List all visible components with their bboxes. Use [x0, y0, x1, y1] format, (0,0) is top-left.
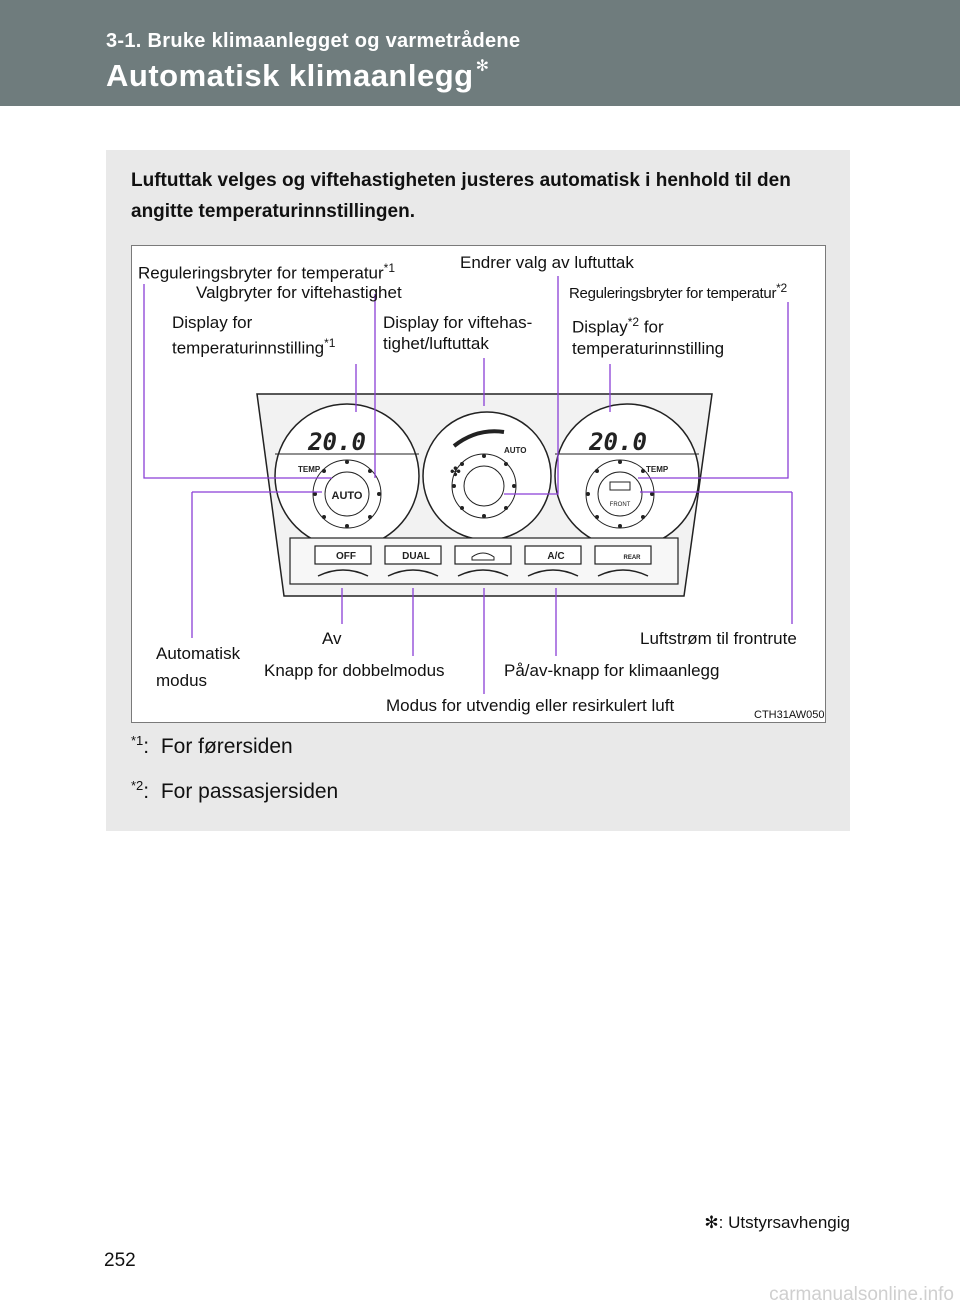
climate-panel-figure	[131, 245, 826, 723]
button-label-off: OFF	[336, 551, 356, 562]
front-label: FRONT	[609, 502, 631, 508]
auto-display-label: AUTO	[504, 446, 527, 455]
label-fan-speed-switch: Valgbryter for viftehastighet	[196, 283, 402, 302]
page-title-text: Automatisk klimaanlegg	[106, 58, 474, 93]
label-display-fan-line2: tighet/luftuttak	[383, 334, 489, 353]
note-driver-text: For førersiden	[160, 735, 293, 758]
label-defrost: Luftstrøm til frontrute	[640, 629, 797, 648]
label-display-fan-line1: Display for viftehas-	[383, 313, 533, 332]
label-display-passenger-line1-b: for	[643, 317, 664, 337]
label-display-driver-mark: *1	[324, 336, 336, 350]
note-passenger: $^{*2}$: For passasjersiden	[131, 778, 339, 803]
section-title: 3-1. Bruke klimaanlegget og varmetrådene	[106, 30, 521, 52]
label-temp-switch-passenger	[569, 278, 787, 304]
temp-label-driver: TEMP	[298, 465, 321, 474]
button-label-rear: REAR	[623, 555, 641, 561]
equipment-mark: ✻	[475, 58, 490, 75]
note-driver: $^{*1}$: For førersiden	[131, 733, 293, 758]
intro-text: Luftuttak velges og viftehastigheten justeres automatisk i henhold til den angitte temperaturinnstillingen.	[131, 170, 791, 222]
label-display-driver-line2: temperaturinnstilling	[172, 338, 325, 358]
note-passenger-mark: *2	[131, 778, 144, 793]
label-temp-switch-driver-text: Reguleringsbryter for temperatur	[138, 263, 384, 283]
page-header	[0, 0, 960, 106]
button-label-dual: DUAL	[402, 551, 430, 562]
label-outlet-select: Endrer valg av luftuttak	[460, 253, 634, 272]
note-passenger-text: For passasjersiden	[160, 780, 339, 803]
figure-code: CTH31AW050	[754, 709, 825, 721]
watermark: carmanualsonline.info	[769, 1284, 954, 1305]
label-display-passenger-line1-a: Display	[572, 317, 628, 337]
equipment-footnote: ✻: Utstyrsavhengig	[704, 1213, 850, 1232]
label-temp-switch-passenger-mark: *2	[776, 281, 787, 295]
label-display-driver-line2-row	[172, 333, 335, 359]
label-temp-switch-passenger-text: Reguleringsbryter for temperatur	[569, 285, 777, 302]
temp-readout-passenger: 20.0	[589, 428, 647, 456]
label-display-driver-line1: Display for	[172, 313, 253, 332]
page-title	[106, 58, 488, 94]
auto-knob-label: AUTO	[331, 490, 363, 502]
label-display-fan	[383, 312, 532, 354]
button-label-ac: A/C	[547, 551, 565, 562]
label-ac: På/av-knapp for klimaanlegg	[504, 661, 720, 680]
label-display-driver	[172, 312, 335, 359]
note-driver-mark: *1	[131, 733, 144, 748]
label-auto-mode	[156, 640, 240, 694]
fan-icon: ✤	[450, 464, 461, 479]
label-display-passenger-line1-row	[572, 312, 724, 338]
label-auto-mode-line1: Automatisk	[156, 644, 241, 663]
label-temp-switch-driver	[138, 258, 395, 284]
temp-readout-driver: 20.0	[308, 428, 366, 456]
label-display-passenger	[572, 312, 724, 359]
label-off: Av	[322, 629, 342, 648]
label-temp-switch-driver-mark: *1	[383, 261, 396, 275]
label-display-passenger-line2: temperaturinnstilling	[572, 338, 725, 358]
label-recirc: Modus for utvendig eller resirkulert luft	[386, 696, 675, 715]
label-display-passenger-mark: *2	[627, 315, 640, 329]
label-dual: Knapp for dobbelmodus	[264, 661, 445, 680]
label-auto-mode-line2: modus	[156, 671, 208, 690]
temp-label-passenger: TEMP	[646, 465, 669, 474]
page-number: 252	[104, 1250, 136, 1271]
